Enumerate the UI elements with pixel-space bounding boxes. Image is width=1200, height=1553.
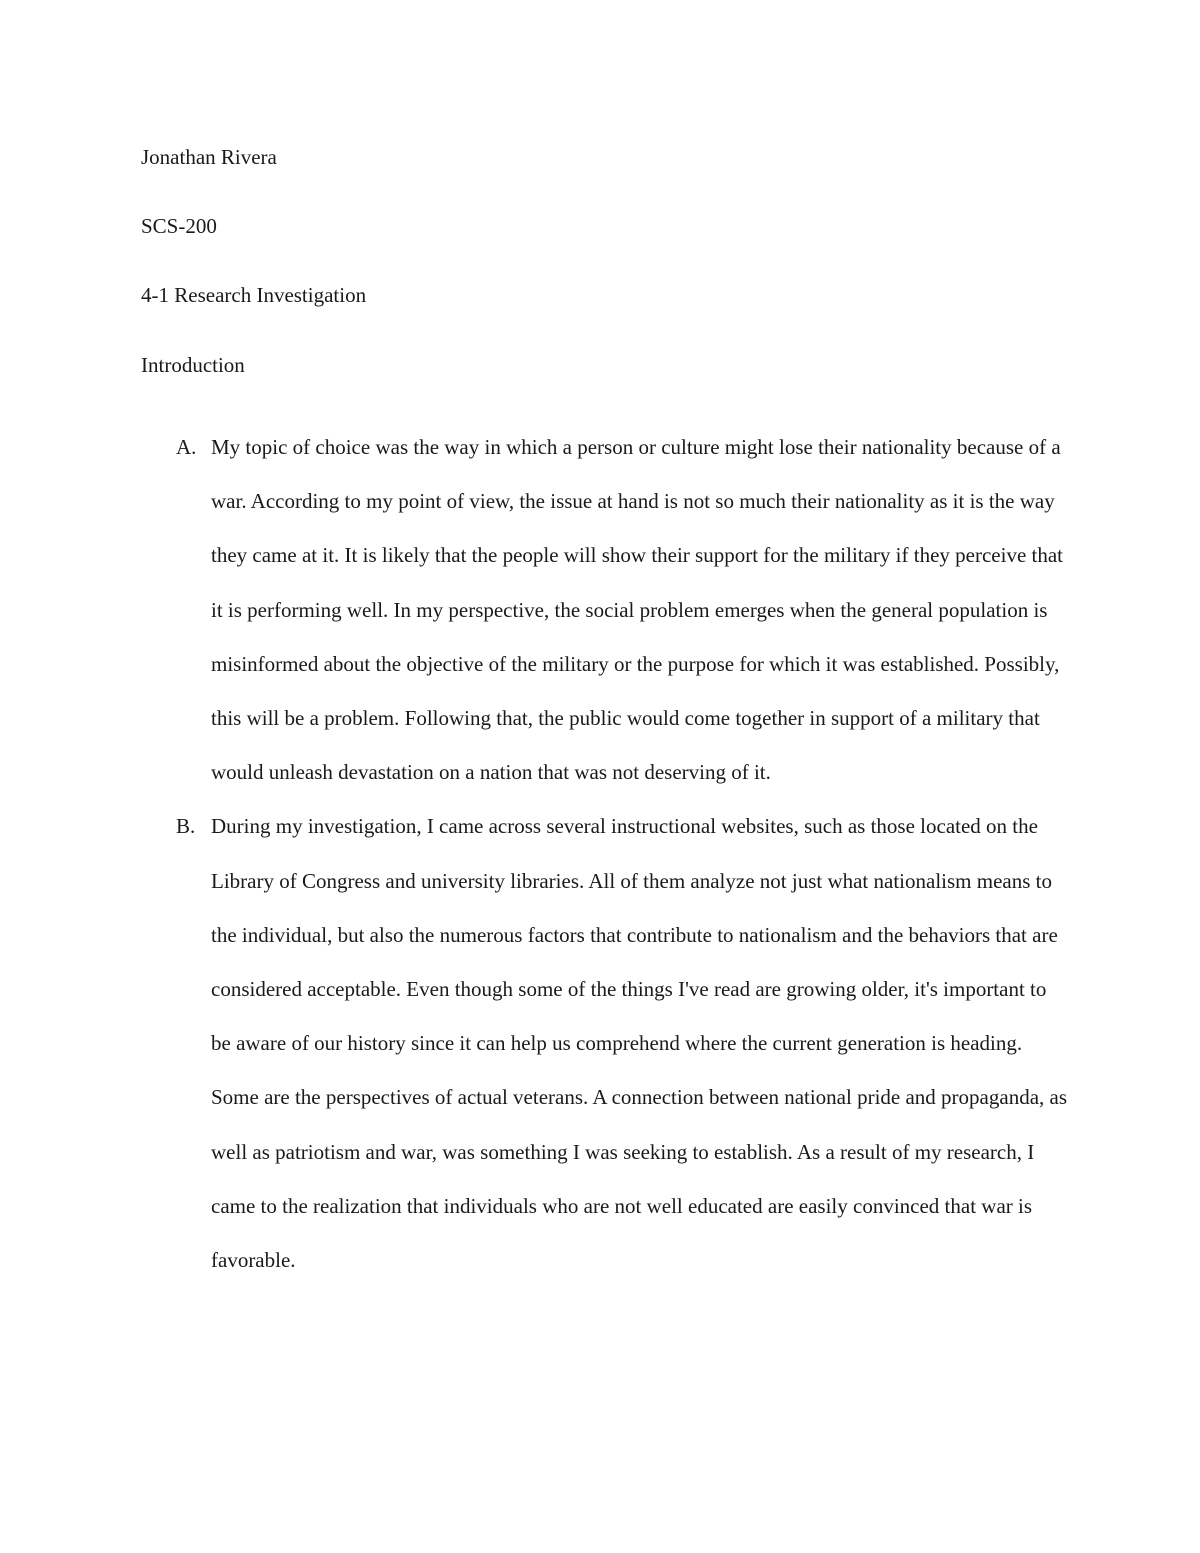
outline-list [141, 420, 1071, 1287]
section-heading: Introduction [141, 353, 245, 377]
list-item-a [141, 420, 1071, 799]
course-code: SCS-200 [141, 214, 217, 238]
list-text-b: During my investigation, I came across several instructional websites, such as those located on the Library of Congress and university libraries. All of them analyze not just what nationalism means to the individual, but also the numerous factors that contribute to nationalism and the behaviors that are considered acceptable. Even though some of the things I've read are growing older, it's important to be aware of our history since it can help us comprehend where the current generation is heading. Some are the perspectives of actual veterans. A connection between national pride and propaganda, as well as patriotism and war, was something I was seeking to establish. As a result of my research, I came to the realization that individuals who are not well educated are easily convinced that war is favorable. [211, 814, 1068, 1273]
list-marker-b: B. [176, 814, 196, 839]
list-item-b [141, 799, 1071, 1287]
assignment-title: 4-1 Research Investigation [141, 283, 367, 307]
list-marker-a: A. [176, 435, 197, 459]
list-text-a: My topic of choice was the way in which a person or culture might lose their nationality because of a war. According to my point of view, the issue at hand is not so much their nationality as it is the way they came at it. It is likely that the people will show their support for the military if they perceive that it is performing well. In my perspective, the social problem emerges when the general population is misinformed about the objective of the military or the purpose for which it was established. Possibly, this will be a problem. Following that, the public would come together in support of a military that would unleash devastation on a nation that was not deserving of it. [211, 435, 1064, 785]
author-name: Jonathan Rivera [141, 145, 277, 169]
